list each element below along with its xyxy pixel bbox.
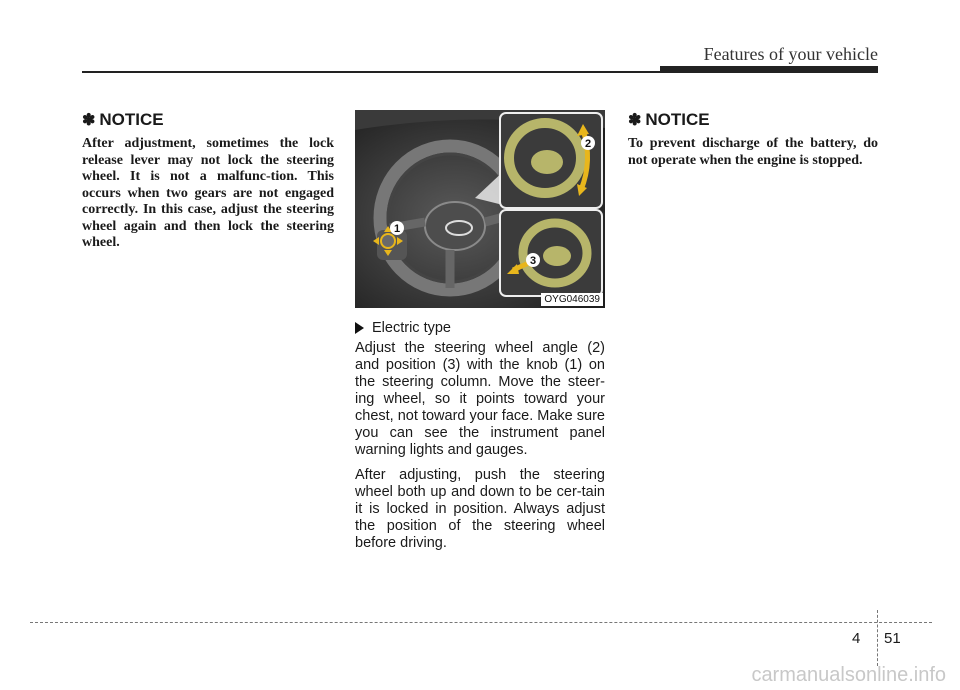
electric-type-section bbox=[355, 110, 605, 560]
steering-wheel-illustration bbox=[355, 110, 605, 308]
footer-rule bbox=[30, 622, 932, 623]
header-rule bbox=[82, 71, 878, 73]
subheading-text: Electric type bbox=[372, 320, 451, 336]
callout-1: 1 bbox=[393, 223, 401, 235]
callout-2: 2 bbox=[584, 138, 592, 150]
right-notice bbox=[628, 110, 878, 169]
paragraph: After adjusting, push the steering wheel both up and down to be cer-tain it is locked in position. Always adjust the position of the steering wheel before driving. bbox=[355, 467, 605, 551]
figure-code: OYG046039 bbox=[541, 293, 603, 306]
chapter-number: 4 bbox=[852, 630, 861, 647]
notice-heading bbox=[82, 110, 334, 130]
subheading bbox=[355, 320, 605, 336]
paragraph: Adjust the steering wheel angle (2) and position (3) with the knob (1) on the steering column. Move the steer-ing wheel, so it points toward your chest, not toward your face. Make sure you can see the instrument panel warning lights and gauges. bbox=[355, 340, 605, 458]
steering-wheel-figure bbox=[355, 110, 605, 308]
left-notice bbox=[82, 110, 334, 252]
page-number: 51 bbox=[884, 630, 901, 647]
notice-star-icon: ✽ bbox=[628, 112, 642, 129]
notice-title: NOTICE bbox=[645, 110, 710, 129]
footer-divider bbox=[877, 610, 878, 666]
notice-title: NOTICE bbox=[99, 110, 164, 129]
section-title: Features of your vehicle bbox=[703, 44, 878, 64]
notice-body: To prevent discharge of the battery, do not operate when the engine is stopped. bbox=[628, 136, 878, 168]
triangle-bullet-icon bbox=[355, 322, 364, 334]
callout-3: 3 bbox=[529, 255, 537, 267]
watermark: carmanualsonline.info bbox=[751, 664, 946, 686]
notice-star-icon: ✽ bbox=[82, 112, 96, 129]
notice-heading bbox=[628, 110, 878, 130]
notice-body: After adjustment, sometimes the lock release lever may not lock the steering wheel. It is not a malfunc-tion. This occurs when two gears are not engaged correctly. In this case, adjust the steering wheel again and then lock the steering wheel. bbox=[82, 136, 334, 250]
